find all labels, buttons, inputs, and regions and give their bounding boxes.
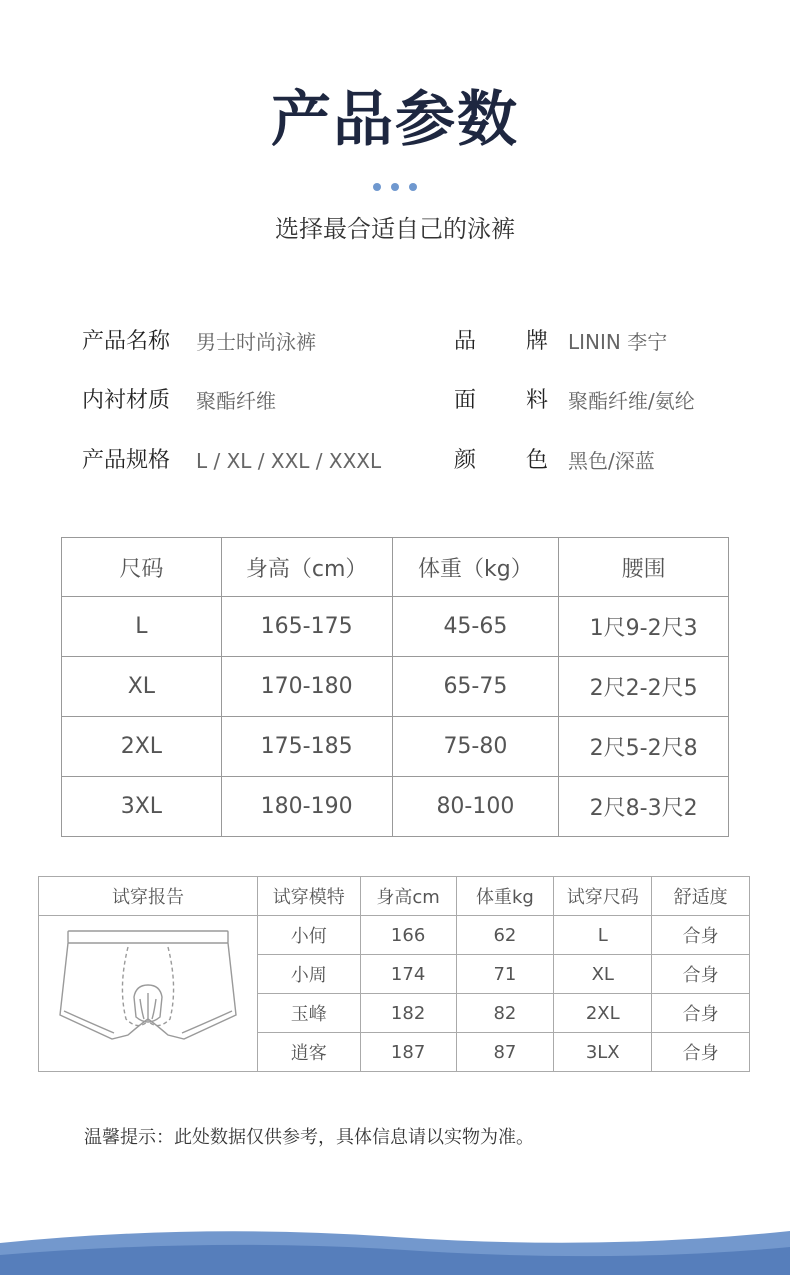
table-cell: 1尺9-2尺3 [559, 597, 729, 657]
table-cell: 2尺8-3尺2 [559, 777, 729, 837]
spec-label-char: 面 [454, 388, 477, 413]
spec-label: 产品规格 [82, 448, 171, 473]
table-cell: 165-175 [221, 597, 392, 657]
table-cell: 2XL [62, 717, 222, 777]
table-cell: 合身 [652, 955, 750, 994]
column-header: 尺码 [62, 538, 222, 597]
column-header: 身高（cm） [221, 538, 392, 597]
spec-row [82, 444, 722, 478]
table-cell: 75-80 [392, 717, 559, 777]
spec-label-char: 品 [454, 329, 477, 354]
spec-row [82, 384, 722, 418]
table-cell: 174 [360, 955, 456, 994]
table-cell: 合身 [652, 994, 750, 1033]
page-title: 产品参数 [271, 85, 519, 155]
spec-value: 聚酯纤维/氨纶 [568, 389, 695, 413]
column-header: 体重kg [456, 877, 554, 916]
column-header: 腰围 [559, 538, 729, 597]
table-cell: XL [554, 955, 652, 994]
column-header: 身高cm [360, 877, 456, 916]
table-cell: XL [62, 657, 222, 717]
spec-label: 内衬材质 [82, 388, 171, 413]
table-cell: 175-185 [221, 717, 392, 777]
table-cell: 180-190 [221, 777, 392, 837]
size-table [61, 537, 729, 837]
table-cell: 182 [360, 994, 456, 1033]
table-cell: 小何 [257, 916, 360, 955]
table-row [39, 916, 750, 955]
table-cell: 2XL [554, 994, 652, 1033]
spec-label-char: 牌 [526, 329, 549, 354]
spec-value: 黑色/深蓝 [568, 449, 655, 473]
column-header: 试穿模特 [257, 877, 360, 916]
table-cell: 62 [456, 916, 554, 955]
page-subtitle: 选择最合适自己的泳裤 [275, 215, 515, 243]
spec-value: L / XL / XXL / XXXL [196, 449, 382, 473]
column-header: 试穿报告 [39, 877, 258, 916]
spec-label [454, 325, 548, 359]
column-header: 体重（kg） [392, 538, 559, 597]
table-cell: 3XL [62, 777, 222, 837]
table-cell: 玉峰 [257, 994, 360, 1033]
table-cell: 65-75 [392, 657, 559, 717]
table-cell: 87 [456, 1033, 554, 1072]
decorative-dots [0, 176, 790, 186]
table-cell: 170-180 [221, 657, 392, 717]
table-cell: 45-65 [392, 597, 559, 657]
table-cell: 3LX [554, 1033, 652, 1072]
reference-tip: 温馨提示：此处数据仅供参考，具体信息请以实物为准。 [84, 1127, 534, 1148]
table-cell: 82 [456, 994, 554, 1033]
spec-value: 聚酯纤维 [196, 389, 276, 413]
table-cell: 2尺2-2尺5 [559, 657, 729, 717]
wave-decoration [0, 1215, 790, 1275]
spec-label-char: 色 [526, 448, 549, 473]
trial-report-table [38, 876, 750, 1072]
product-illustration [39, 916, 258, 1072]
table-cell: 逍客 [257, 1033, 360, 1072]
table-cell: L [554, 916, 652, 955]
swim-trunks-icon [56, 927, 240, 1055]
table-row [62, 657, 729, 717]
table-row [62, 777, 729, 837]
table-cell: 80-100 [392, 777, 559, 837]
table-header-row [39, 877, 750, 916]
spec-label: 产品名称 [82, 329, 171, 354]
table-header-row [62, 538, 729, 597]
table-cell: 合身 [652, 916, 750, 955]
spec-value: 男士时尚泳裤 [196, 330, 316, 354]
spec-value: LININ 李宁 [568, 330, 668, 354]
spec-label-char: 颜 [454, 448, 477, 473]
table-cell: 166 [360, 916, 456, 955]
table-cell: L [62, 597, 222, 657]
table-cell: 71 [456, 955, 554, 994]
dot-icon [391, 183, 399, 191]
spec-label [454, 384, 548, 418]
dot-icon [373, 183, 381, 191]
spec-label-char: 料 [526, 388, 549, 413]
table-cell: 合身 [652, 1033, 750, 1072]
column-header: 试穿尺码 [554, 877, 652, 916]
table-cell: 小周 [257, 955, 360, 994]
dot-icon [409, 183, 417, 191]
spec-label [454, 444, 548, 478]
spec-row [82, 325, 722, 359]
table-cell: 2尺5-2尺8 [559, 717, 729, 777]
column-header: 舒适度 [652, 877, 750, 916]
table-cell: 187 [360, 1033, 456, 1072]
table-row [62, 717, 729, 777]
table-row [62, 597, 729, 657]
